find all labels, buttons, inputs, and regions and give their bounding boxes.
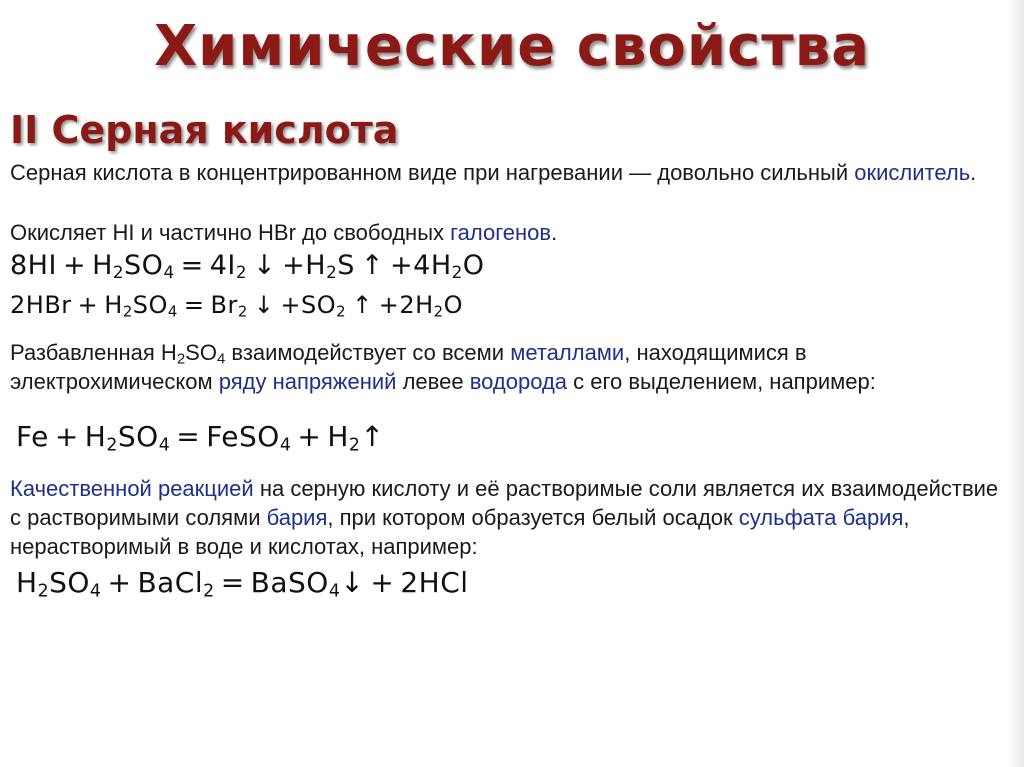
subscript: 4: [279, 435, 292, 456]
product: H: [327, 420, 349, 453]
subscript: 2: [326, 262, 338, 283]
text: .: [551, 220, 558, 245]
subscript: 2: [451, 262, 463, 283]
plus: +: [54, 420, 79, 453]
subscript: 4: [158, 435, 171, 456]
subscript: 2: [106, 435, 118, 456]
section-heading: II Серная кислота: [10, 108, 399, 152]
text: SO: [185, 340, 217, 365]
equals: =: [176, 420, 201, 453]
product: FeSO: [206, 420, 280, 453]
link-voltage-series[interactable]: ряду напряжений: [218, 369, 397, 394]
plus: +: [282, 250, 306, 281]
paragraph-dilute-acid: [10, 338, 1010, 396]
product: O: [462, 250, 485, 281]
subscript: 2: [235, 262, 248, 283]
equals: =: [180, 250, 204, 281]
product: SO: [301, 291, 337, 319]
subscript: 2: [122, 302, 133, 321]
subscript: 4: [89, 581, 102, 602]
text: Окисляет HI и частично HBr до свободных: [10, 220, 451, 245]
reactant: H: [84, 420, 107, 453]
link-barium[interactable]: бария: [266, 505, 328, 530]
text: взаимодействует со всеми: [225, 340, 511, 365]
subscript: 2: [37, 581, 50, 602]
down-arrow: ↓: [340, 566, 365, 599]
slide-edge-shadow: [1008, 0, 1024, 767]
product: O: [443, 291, 464, 319]
reactant: SO: [132, 291, 168, 319]
up-arrow: ↑: [360, 420, 385, 453]
equals: =: [220, 566, 245, 599]
reactant: BaCl: [137, 566, 204, 599]
equation-fe: [16, 420, 385, 456]
paragraph-halogens: [10, 218, 1010, 247]
subscript: 2: [112, 262, 125, 283]
plus: +: [107, 566, 132, 599]
plus: +: [280, 291, 302, 319]
down-arrow: ↓: [253, 250, 277, 281]
product: 2H: [399, 291, 434, 319]
subscript: 2: [348, 435, 361, 456]
plus: +: [297, 420, 322, 453]
product: 4I: [209, 250, 236, 281]
subscript: 4: [163, 262, 175, 283]
down-arrow: ↓: [253, 291, 275, 319]
reactant: Fe: [16, 420, 49, 453]
text: на серную кислоту и её растворимые соли является их взаимодействие с растворимыми солями: [10, 476, 999, 530]
paragraph-qualitative-reaction: [10, 474, 1010, 561]
text: Серная кислота в концентрированном виде при нагревании — довольно сильный: [10, 160, 855, 185]
plus: +: [62, 250, 87, 281]
reactant: 8HI: [10, 250, 57, 281]
plus: +: [77, 291, 99, 319]
subscript: 4: [328, 581, 341, 602]
reactant: H: [92, 250, 113, 281]
subscript: 2: [433, 302, 444, 321]
link-metals[interactable]: металлами: [510, 340, 625, 365]
subscript: 4: [216, 350, 226, 368]
paragraph-oxidizer: [10, 158, 1010, 187]
plus: +: [370, 566, 395, 599]
subscript: 2: [176, 350, 186, 368]
link-oxidizer[interactable]: окислитель: [854, 160, 971, 185]
subscript: 2: [237, 302, 248, 321]
product: 4H: [413, 250, 452, 281]
text: , находящимися в электрохимическом: [10, 340, 807, 394]
reactant: SO: [49, 566, 90, 599]
plus: +: [390, 250, 414, 281]
equation-hi: [10, 250, 485, 281]
link-halogens[interactable]: галогенов: [450, 220, 552, 245]
product: H: [305, 250, 327, 281]
link-barium-sulfate[interactable]: сульфата бария: [738, 505, 904, 530]
up-arrow: ↑: [352, 291, 373, 319]
reactant: H: [16, 566, 38, 599]
plus: +: [378, 291, 400, 319]
equals: =: [183, 291, 205, 319]
link-hydrogen[interactable]: водорода: [469, 369, 568, 394]
product: Br: [210, 291, 238, 319]
reactant: H: [104, 291, 123, 319]
reactant: SO: [117, 420, 159, 453]
product: 2HCl: [400, 566, 469, 599]
product: BaSO: [250, 566, 329, 599]
link-qualitative-reaction[interactable]: Качественной реакцией: [10, 476, 254, 501]
text: левее: [396, 369, 470, 394]
product: S: [337, 250, 355, 281]
subscript: 2: [336, 302, 347, 321]
text: с его выделением, например:: [567, 369, 876, 394]
subscript: 2: [203, 581, 215, 602]
equation-bacl2: [16, 566, 469, 602]
reactant: SO: [124, 250, 164, 281]
equation-hbr: [10, 291, 463, 319]
up-arrow: ↑: [360, 250, 385, 281]
text: , нерастворимый в воде и кислотах, например:: [10, 505, 910, 559]
text: , при котором образуется белый осадок: [327, 505, 739, 530]
text: .: [970, 160, 977, 185]
subscript: 4: [167, 302, 178, 321]
text: Разбавленная H: [10, 340, 177, 365]
slide-title: Химические свойства: [154, 14, 870, 79]
reactant: 2HBr: [10, 291, 72, 319]
